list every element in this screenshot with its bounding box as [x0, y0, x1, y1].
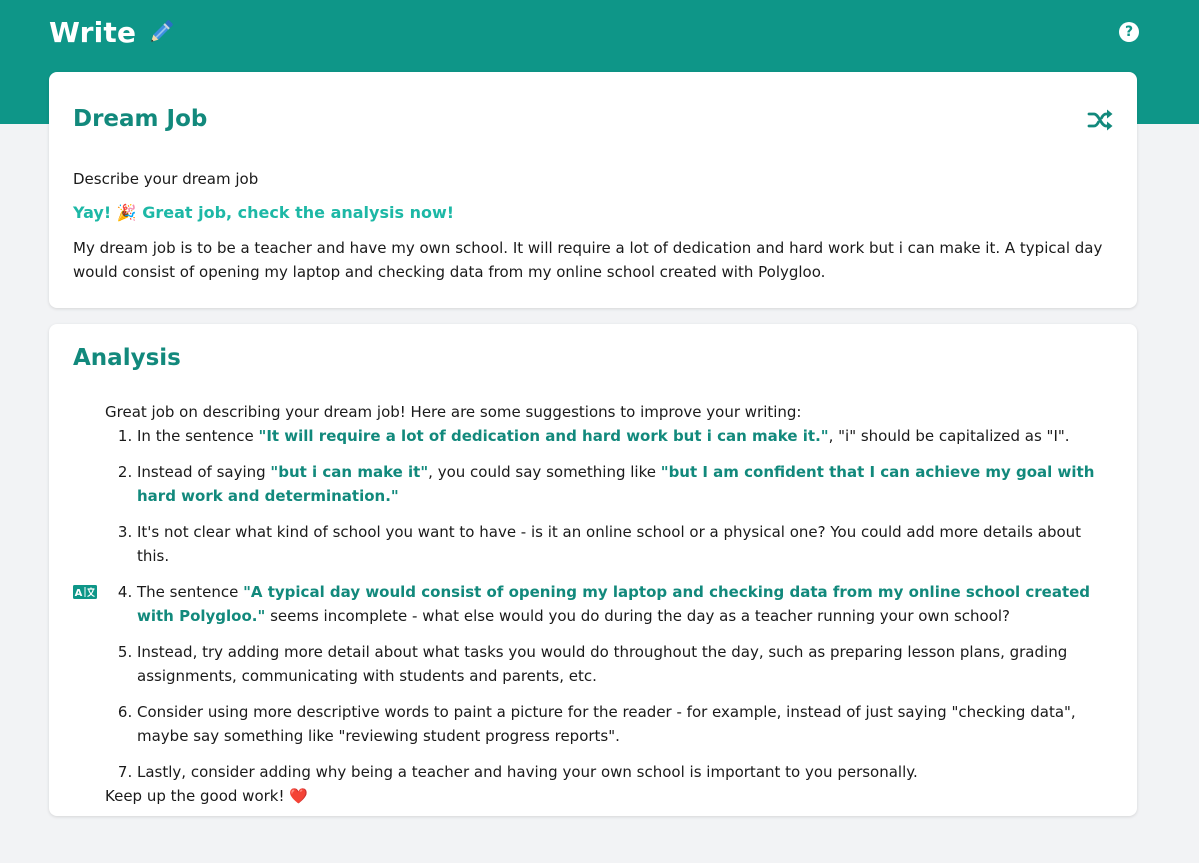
question-circle-icon: ?: [1124, 24, 1134, 40]
help-button[interactable]: [1119, 22, 1139, 42]
translate-icon[interactable]: [73, 585, 97, 599]
list-item: 3. It's not clear what kind of school you want to have - is it an online school or a physical one? You could add more details about this.: [137, 520, 1115, 568]
quoted-sentence: "It will require a lot of dedication and hard work but i can make it.": [258, 427, 829, 445]
suggestion-list: [105, 424, 1115, 784]
top-bar: [49, 12, 1139, 52]
success-message: Yay! 🎉 Great job, check the analysis now!: [73, 203, 455, 222]
item-text: In the sentence: [137, 427, 259, 445]
quoted-sentence: "A typical day would consist of opening my laptop and checking data from my online school created with Polygloo.": [137, 583, 1091, 625]
prompt-text: Describe your dream job: [73, 170, 259, 188]
item-text: The sentence: [137, 583, 244, 601]
svg-text:A: A: [74, 588, 83, 599]
prompt-card: [49, 72, 1137, 308]
analysis-body: [105, 400, 1115, 808]
list-item: [137, 424, 1115, 448]
list-item: [137, 460, 1115, 508]
prompt-title: Dream Job: [73, 106, 208, 132]
quoted-sentence: "but I am confident that I can achieve my goal with hard work and determination.": [137, 463, 1095, 505]
list-item: 7. Lastly, consider adding why being a teacher and having your own school is important to you personally.: [137, 760, 1115, 784]
item-text: seems incomplete - what else would you do during the day as a teacher running your own school?: [265, 607, 1011, 625]
item-text: , "i" should be capitalized as "I".: [828, 427, 1070, 445]
shuffle-icon[interactable]: [1087, 108, 1113, 132]
quoted-sentence: "but i can make it": [270, 463, 429, 481]
list-item: [137, 580, 1115, 628]
app-title: [49, 15, 178, 49]
list-item: 5. Instead, try adding more detail about what tasks you would do throughout the day, such as preparing lesson plans, grading assignments, communicating with students and parents, etc.: [137, 640, 1115, 688]
pen-icon: [144, 15, 178, 49]
analysis-outro: Keep up the good work! ❤️: [105, 787, 308, 805]
analysis-intro: Great job on describing your dream job! Here are some suggestions to improve your writing:: [105, 403, 802, 421]
analysis-title: Analysis: [73, 345, 181, 371]
list-item: 6. Consider using more descriptive words to paint a picture for the reader - for example, instead of just saying "checking data", maybe say something like "reviewing student progress reports".: [137, 700, 1115, 748]
item-text: , you could say something like: [428, 463, 661, 481]
app-title-text: Write: [49, 15, 137, 49]
user-submission-text[interactable]: My dream job is to be a teacher and have my own school. It will require a lot of dedication and hard work but i can make it. A typical day would consist of opening my laptop and checking data from my online school created with Polygloo.: [73, 239, 1103, 281]
item-text: Instead of saying: [137, 463, 271, 481]
analysis-card: [49, 324, 1137, 816]
